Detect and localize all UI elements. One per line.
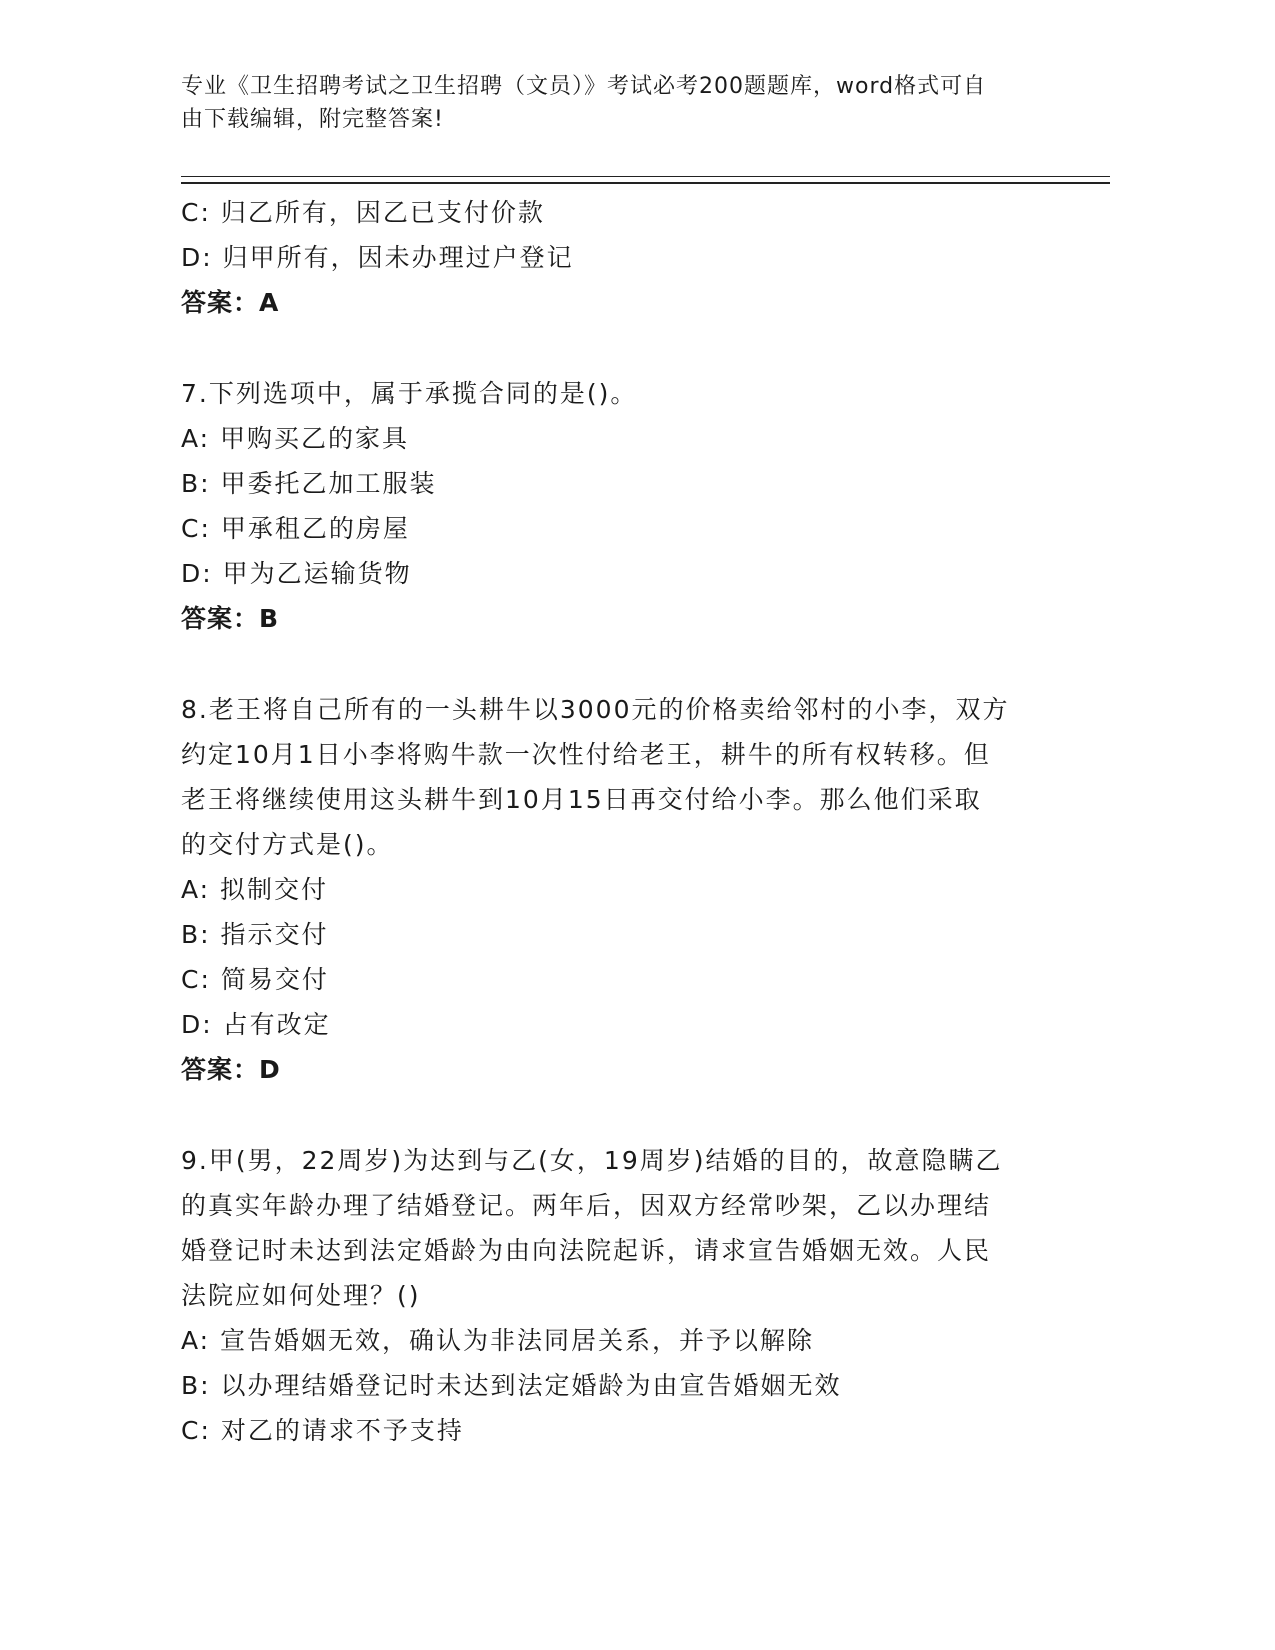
- question-stem-line: 老王将继续使用这头耕牛到10月15日再交付给小李。那么他们采取: [181, 785, 982, 814]
- option-b: B: 以办理结婚登记时未达到法定婚龄为由宣告婚姻无效: [181, 1371, 842, 1400]
- option-d: D: 归甲所有，因未办理过户登记: [181, 243, 574, 272]
- option-c: C: 归乙所有，因乙已支付价款: [181, 198, 545, 227]
- option-b: B: 甲委托乙加工服装: [181, 469, 437, 498]
- option-d: D: 占有改定: [181, 1010, 331, 1039]
- question-stem-line: 约定10月1日小李将购牛款一次性付给老王，耕牛的所有权转移。但: [181, 740, 991, 769]
- option-a: A: 甲购买乙的家具: [181, 424, 410, 453]
- option-a: A: 宣告婚姻无效，确认为非法同居关系，并予以解除: [181, 1326, 815, 1355]
- question-7: [181, 371, 1081, 641]
- option-a: A: 拟制交付: [181, 875, 329, 904]
- option-c: C: 对乙的请求不予支持: [181, 1416, 464, 1445]
- header-line-1: 专业《卫生招聘考试之卫生招聘（文员）》考试必考200题题库，word格式可自: [181, 74, 987, 99]
- answer-line: 答案：B: [181, 604, 280, 633]
- question-6-continuation: [181, 190, 1081, 325]
- answer-line: 答案：A: [181, 288, 280, 317]
- answer-line: 答案：D: [181, 1055, 281, 1084]
- question-9: [181, 1138, 1081, 1453]
- question-stem-line: 8.老王将自己所有的一头耕牛以3000元的价格卖给邻村的小李，双方: [181, 695, 1010, 724]
- question-stem-line: 的交付方式是()。: [181, 830, 394, 859]
- question-stem-line: 9.甲(男，22周岁)为达到与乙(女，19周岁)结婚的目的，故意隐瞒乙: [181, 1146, 1003, 1175]
- option-b: B: 指示交付: [181, 920, 329, 949]
- question-stem-line: 法院应如何处理？(): [181, 1281, 421, 1310]
- option-d: D: 甲为乙运输货物: [181, 559, 412, 588]
- header-line-2: 由下载编辑，附完整答案!: [181, 107, 444, 132]
- document-header: [181, 70, 1061, 136]
- question-8: [181, 687, 1081, 1092]
- option-c: C: 简易交付: [181, 965, 329, 994]
- document-body: [181, 190, 1081, 1453]
- option-c: C: 甲承租乙的房屋: [181, 514, 410, 543]
- question-stem-line: 的真实年龄办理了结婚登记。两年后，因双方经常吵架，乙以办理结: [181, 1191, 992, 1220]
- question-stem-line: 婚登记时未达到法定婚龄为由向法院起诉，请求宣告婚姻无效。人民: [181, 1236, 992, 1265]
- header-divider: [181, 176, 1110, 184]
- question-stem: 7.下列选项中，属于承揽合同的是()。: [181, 379, 638, 408]
